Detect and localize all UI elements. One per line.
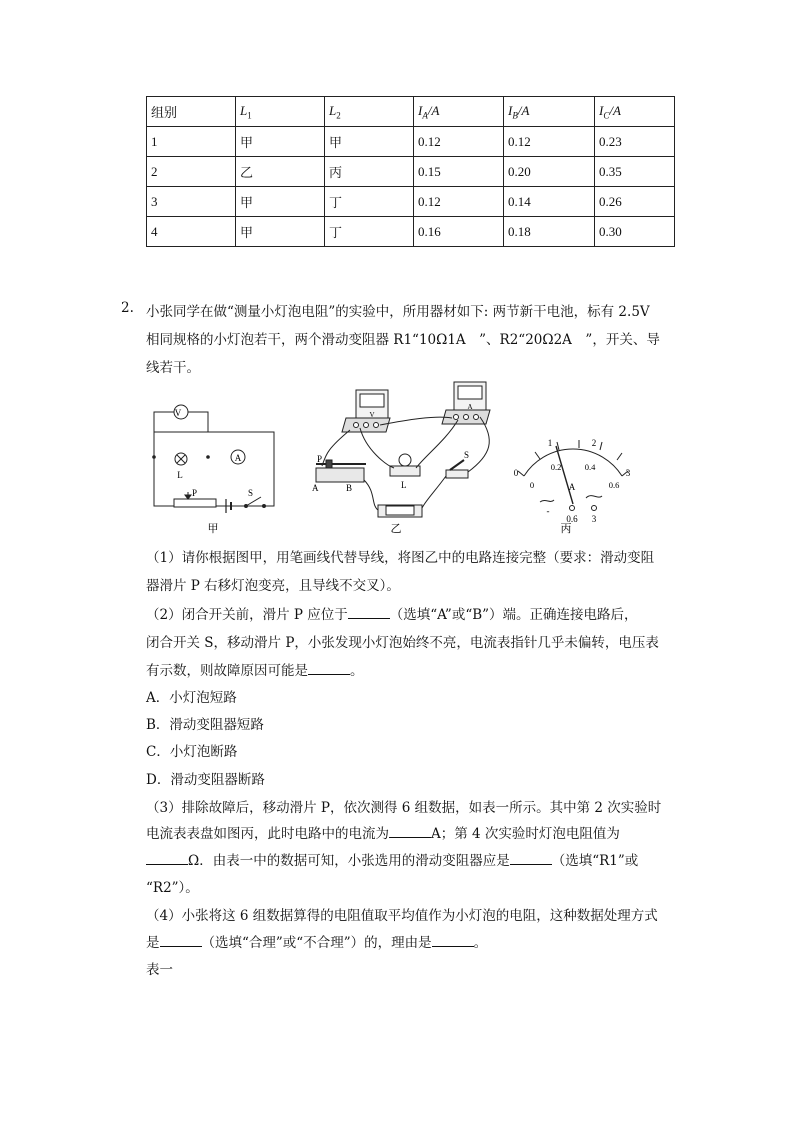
answer-blank (308, 660, 350, 675)
ammeter-dial-bing (518, 440, 628, 511)
table-row (147, 127, 675, 157)
terminal-3: 3 (591, 514, 597, 524)
table-header-cell: 组别 (147, 97, 236, 127)
table-header-cell: $I_B/A$ (504, 97, 595, 127)
terminal-0-6: 0.6 (566, 514, 578, 524)
dial-top-tick-1: 1 (547, 438, 553, 448)
ammeter-device-label: A (467, 403, 473, 411)
answer-blank (389, 823, 431, 838)
table-cell: 0.18 (504, 217, 595, 247)
switch-label-yi: S (464, 450, 470, 460)
option-a: A．小灯泡短路 (146, 690, 237, 706)
figure-caption-jia: 甲 (207, 523, 219, 535)
table-cell: 0.26 (595, 187, 675, 217)
table-cell: 0.16 (414, 217, 504, 247)
table-cell: 4 (147, 217, 236, 247)
part2-line-2: 闭合开关 S，移动滑片 P，小张发现小灯泡始终不亮，电流表指针几乎未偏转，电压表 (146, 635, 659, 651)
switch-device (446, 470, 468, 478)
table-cell: 0.15 (414, 157, 504, 187)
table-cell: 丙 (325, 157, 414, 187)
part2-text: （选填“A”或“B”）端。正确连接电路后， (389, 607, 638, 623)
table-cell: 0.35 (595, 157, 675, 187)
table-row (147, 157, 675, 187)
table-cell: 甲 (236, 217, 325, 247)
question-intro-line-3: 线若干。 (146, 360, 200, 376)
table-cell: 甲 (325, 127, 414, 157)
slider-label: P (192, 488, 198, 498)
dial-unit-label: A (568, 482, 576, 492)
figure-caption-bing: 丙 (560, 523, 572, 535)
answer-blank (146, 850, 188, 865)
dial-bottom-tick-3: 0.6 (608, 480, 620, 490)
part3-line-3 (146, 849, 638, 869)
dial-top-tick-2: 2 (591, 438, 597, 448)
table-cell: 1 (147, 127, 236, 157)
question-intro-line-2: 相同规格的小灯泡若干，两个滑动变阻器 R1“10Ω1A ”、R2“20Ω2A ”，开关、导 (146, 332, 660, 348)
part4-text: 。 (473, 935, 488, 951)
table-cell: 0.12 (504, 127, 595, 157)
table-header-cell: $I_C/A$ (595, 97, 675, 127)
terminal-negative: - (546, 506, 550, 516)
table-header-cell: $L_2$ (325, 97, 414, 127)
table-row (147, 217, 675, 247)
figure-caption-yi: 乙 (390, 523, 402, 535)
slider-label-yi: P (317, 454, 323, 464)
table-cell: 0.30 (595, 217, 675, 247)
question-number: 2. (121, 300, 134, 316)
table-cell: 0.12 (414, 127, 504, 157)
part3-line-2 (146, 822, 620, 842)
switch-label: S (248, 488, 254, 498)
table-cell: 0.20 (504, 157, 595, 187)
table-cell: 0.23 (595, 127, 675, 157)
part2-text: 。 (350, 663, 364, 679)
results-table (146, 96, 675, 247)
part3-text: A；第 4 次实验时灯泡电阻值为 (431, 826, 620, 842)
answer-blank (510, 850, 552, 865)
table-cell: 乙 (236, 157, 325, 187)
table-cell: 丁 (325, 217, 414, 247)
part4-line-1: （4）小张将这 6 组数据算得的电阻值取平均值作为小灯泡的电阻，这种数据处理方式 (146, 908, 658, 924)
table-cell: 0.12 (414, 187, 504, 217)
dial-bottom-tick-1: 0.2 (550, 462, 562, 472)
part3-line-1: （3）排除故障后，移动滑片 P，依次测得 6 组数据，如表一所示。其中第 2 次实验时 (146, 800, 662, 816)
lamp-device (390, 466, 420, 476)
dial-bottom-tick-0: 0 (529, 480, 535, 490)
lamp-label: L (177, 470, 183, 480)
part3-text: （选填“R1”或 (551, 853, 639, 869)
table-cell: 甲 (236, 127, 325, 157)
part3-line-4: “R2”）。 (146, 880, 199, 896)
dial-pointer (556, 446, 573, 504)
table-header-cell: $I_A/A$ (414, 97, 504, 127)
part3-text: Ω．由表一中的数据可知，小张选用的滑动变阻器应是 (188, 853, 510, 869)
part2-line-1 (146, 603, 638, 623)
part4-text: 是 (146, 935, 160, 951)
option-d: D．滑动变阻器断路 (146, 772, 265, 788)
dial-arc (524, 449, 622, 476)
table-cell: 3 (147, 187, 236, 217)
table-cell: 2 (147, 157, 236, 187)
part3-text: 电流表表盘如图丙，此时电路中的电流为 (146, 826, 389, 842)
part2-line-3 (146, 659, 364, 679)
part2-text: （2）闭合开关前，滑片 P 应位于 (146, 607, 348, 623)
circuit-figures (146, 380, 666, 535)
lamp-label-yi: L (401, 480, 407, 490)
dial-top-tick-0: 0 (513, 468, 519, 478)
table-cell: 0.14 (504, 187, 595, 217)
voltmeter-device-label: V (369, 411, 375, 419)
part1-line-1: （1）请你根据图甲，用笔画线代替导线，将图乙中的电路连接完整（要求：滑动变阻 (146, 550, 655, 566)
table-header-row (147, 97, 675, 127)
table-cell: 甲 (236, 187, 325, 217)
table-row (147, 187, 675, 217)
dial-top-tick-3: 3 (625, 468, 631, 478)
answer-blank (432, 932, 474, 947)
part4-line-2 (146, 931, 487, 951)
part2-text: 有示数，则故障原因可能是 (146, 663, 308, 679)
dial-bottom-tick-2: 0.4 (584, 462, 596, 472)
part1-line-2: 器滑片 P 右移灯泡变亮，且导线不交叉）。 (146, 578, 400, 594)
end-b-label: B (346, 483, 353, 493)
part4-text: （选填“合理”或“不合理”）的，理由是 (201, 935, 432, 951)
table-cell: 丁 (325, 187, 414, 217)
option-b: B．滑动变阻器短路 (146, 717, 264, 733)
end-a-label: A (312, 483, 319, 493)
table-label: 表一 (146, 962, 173, 978)
answer-blank (348, 604, 390, 619)
answer-blank (160, 932, 202, 947)
option-c: C．小灯泡断路 (146, 744, 238, 760)
voltmeter-label: V (174, 408, 182, 418)
table-header-cell: $L_1$ (236, 97, 325, 127)
question-intro-line-1: 小张同学在做“测量小灯泡电阻”的实验中，所用器材如下: 两节新干电池，标有 2.5V (146, 304, 650, 320)
rheostat-device (316, 468, 364, 482)
ammeter-label: A (234, 453, 242, 463)
